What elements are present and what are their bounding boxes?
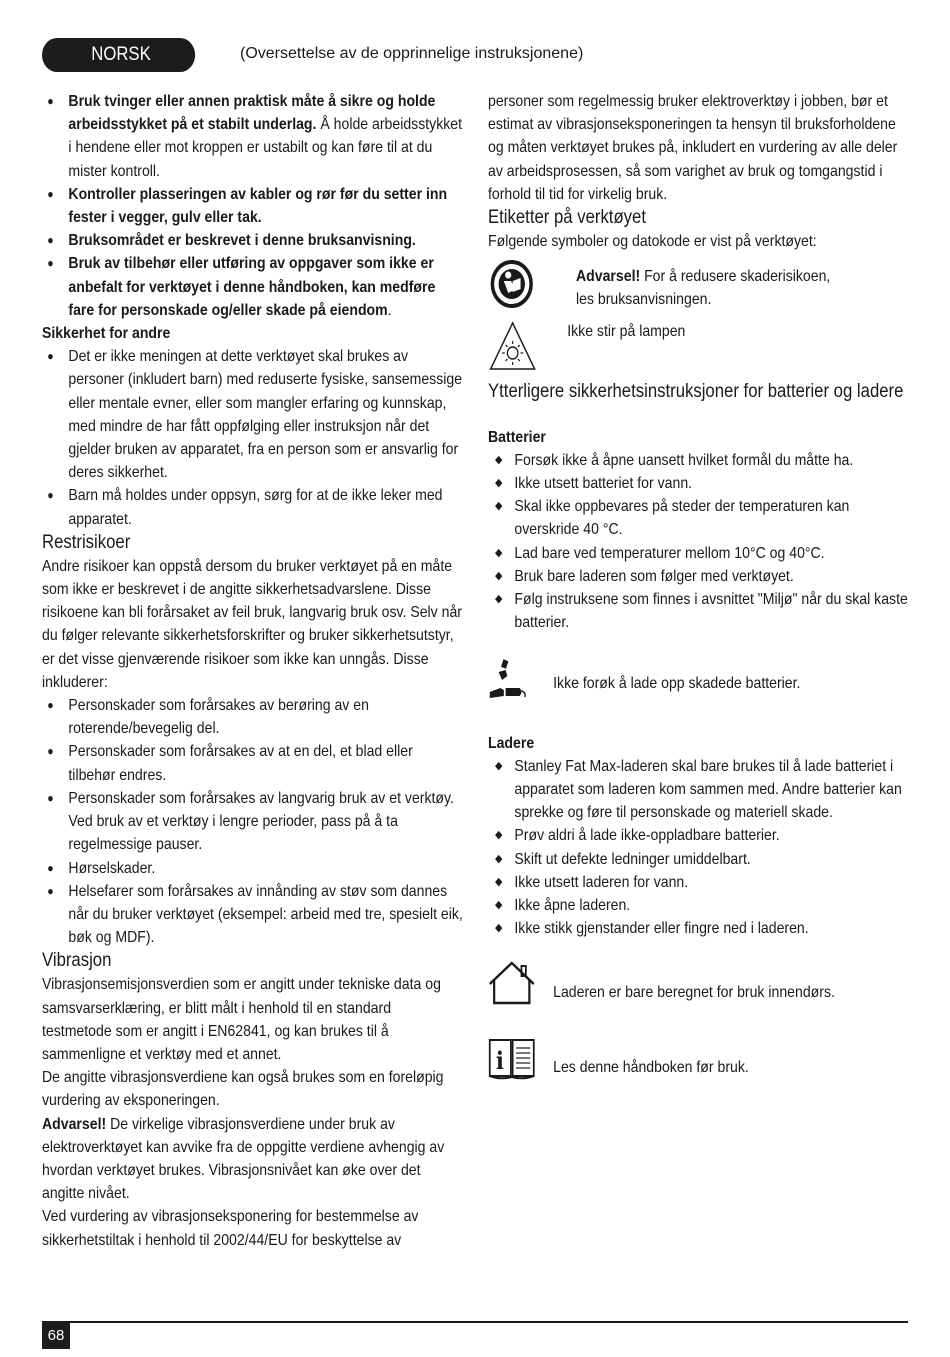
list-item: ◆ Bruk bare laderen som følger med verktøyet. [488, 565, 910, 588]
list-item: ◆ Lad bare ved temperaturer mellom 10°C og 40°C. [488, 542, 910, 565]
damaged-battery-text: Ikke forøk å lade opp skadede batterier. [553, 675, 801, 693]
safety-bullet-list [42, 90, 464, 322]
page-number: 68 [42, 1323, 70, 1349]
read-manual-warning-row [488, 259, 910, 316]
chargers-heading: Ladere [488, 734, 535, 752]
read-manual-warning-text: Advarsel! For å redusere skaderisikoen, les bruksanvisningen. [576, 267, 831, 308]
left-column [42, 90, 464, 1252]
list-item: ◆ Skal ikke oppbevares på steder der temperaturen kan overskride 40 °C. [488, 495, 910, 541]
svg-text:i: i [495, 1047, 504, 1076]
damaged-battery-icon [488, 658, 553, 709]
list-item: ● Personskader som forårsakes av at en del, et blad eller tilbehør endres. [42, 740, 464, 786]
vibration-paragraph: Ved vurdering av vibrasjonseksponering for bestemmelse av sikkerhetstiltak i henhold til 2002/44/EU for beskyttelse av [42, 1208, 419, 1249]
footer-divider [42, 1321, 908, 1323]
residual-risks-heading: Restrisikoer [42, 531, 131, 553]
list-item: ● Kontroller plasseringen av kabler og rør før du setter inn fester i vegger, gulv eller tak. [42, 183, 464, 229]
list-item: ◆ Ikke åpne laderen. [488, 894, 910, 917]
vibration-paragraph: De angitte vibrasjonsverdiene kan også brukes som en foreløpig vurdering av eksponeringen. [42, 1069, 444, 1110]
list-item: ◆ Stanley Fat Max-laderen skal bare brukes til å lade batteriet i apparatet som laderen kom sammen med. Andre batterier kan sprekke og føre til personskade og materiell skade. [488, 755, 910, 825]
vibration-paragraph: Vibrasjonsemisjonsverdien som er angitt under tekniske data og samsvarserklæring, er blitt målt i henhold til en standard testmetode som er angitt i EN62841, og kan brukes til å sammenligne et verktøy med et annet. [42, 976, 441, 1063]
right-column [488, 90, 910, 1087]
read-handbook-text: Les denne håndboken før bruk. [553, 1058, 749, 1076]
lamp-warning-text: Ikke stir på lampen [567, 323, 686, 341]
read-manual-warning-icon [488, 259, 576, 316]
list-item: ● Bruk av tilbehør eller utføring av oppgaver som ikke er anbefalt for verktøyet i denne håndboken, kan medføre fare for personskade og/eller skade på eiendom. [42, 252, 464, 322]
others-safety-list [42, 345, 464, 531]
list-item: ● Personskader som forårsakes av langvarig bruk av et verktøy. Ved bruk av et verktøy i lengre perioder, pass på å ta regelmessige pauser. [42, 787, 464, 857]
batteries-list [488, 449, 910, 635]
residual-risks-intro: Andre risikoer kan oppstå dersom du bruker verktøyet på en måte som ikke er beskrevet i de angitte sikkerhetsadvarslene. Disse risikoene kan bli forårsaket av feil bruk, langvarig bruk osv. Selv når du følger relevante sikkerhetsforskrifter og bruker sikkerhetsutstyr, er det visse gjenværende risikoer som ikke kan unngås. Disse inkluderer: [42, 557, 462, 691]
vibration-continued: personer som regelmessig bruker elektroverktøy i jobben, bør et estimat av vibrasjonseksponeringen ta hensyn til bruksforholdene og måten verktøyet brukes på, inkludert en vurdering av alle deler av arbeidsprosessen, så som varighet av bruk og tomgangstid i forhold til tid for virkelig bruk. [488, 93, 898, 203]
batteries-heading: Batterier [488, 428, 546, 446]
indoor-use-row [488, 960, 910, 1013]
list-item: ◆ Følg instruksene som finnes i avsnittet "Miljø" når du skal kaste batterier. [488, 588, 910, 634]
house-icon [488, 960, 553, 1013]
list-item: ◆ Ikke utsett batteriet for vann. [488, 472, 910, 495]
residual-risks-list [42, 694, 464, 949]
list-item: ● Det er ikke meningen at dette verktøyet skal brukes av personer (inkludert barn) med reduserte fysiske, sansemessige eller mentale evner, eller som mangler erfaring og kunnskap, med mindre de har fått oppfølging eller instruksjon når det gjelder bruken av apparatet, fra en person som er ansvarlig for deres sikkerhet. [42, 345, 464, 484]
translation-note: (Oversettelse av de opprinnelige instruksjonene) [240, 45, 584, 62]
language-badge: NORSK [42, 38, 195, 72]
manual-book-icon [488, 1036, 553, 1087]
list-item: ◆ Prøv aldri å lade ikke-oppladbare batterier. [488, 824, 910, 847]
list-item: ◆ Forsøk ikke å åpne uansett hvilket formål du måtte ha. [488, 449, 910, 472]
list-item: ◆ Ikke stikk gjenstander eller fingre ned i laderen. [488, 917, 910, 940]
list-item: ● Helsefarer som forårsakes av innånding av støv som dannes når du bruker verktøyet (eksempel: arbeid med tre, spesielt eik, bøk og MDF). [42, 880, 464, 950]
list-item: ● Barn må holdes under oppsyn, sørg for at de ikke leker med apparatet. [42, 484, 464, 530]
damaged-battery-row [488, 658, 910, 709]
lamp-warning-icon [488, 320, 567, 379]
lamp-warning-row [488, 320, 910, 379]
list-item: ● Personskader som forårsakes av berøring av en roterende/bevegelig del. [42, 694, 464, 740]
list-item: ● Hørselskader. [42, 857, 464, 880]
vibration-warning: Advarsel! De virkelige vibrasjonsverdiene under bruk av elektroverktøyet kan avvike fra de oppgitte verdiene avhengig av hvordan verktøyet brukes. Vibrasjonsnivået kan øke over det angitte nivået. [42, 1115, 445, 1203]
tool-labels-heading: Etiketter på verktøyet [488, 207, 646, 229]
list-item: ◆ Ikke utsett laderen for vann. [488, 871, 910, 894]
list-item: ● Bruk tvinger eller annen praktisk måte å sikre og holde arbeidsstykket på et stabilt underlag. Å holde arbeidsstykket i hendene eller mot kroppen er ustabilt og kan føre til at du mister kontroll. [42, 90, 464, 183]
others-safety-heading: Sikkerhet for andre [42, 325, 171, 343]
chargers-list [488, 755, 910, 941]
list-item: ◆ Skift ut defekte ledninger umiddelbart. [488, 848, 910, 871]
list-item: ● Bruksområdet er beskrevet i denne bruksanvisning. [42, 229, 464, 252]
vibration-heading: Vibrasjon [42, 950, 112, 972]
read-handbook-row [488, 1036, 910, 1087]
tool-labels-intro: Følgende symboler og datokode er vist på verktøyet: [488, 233, 817, 251]
indoor-use-text: Laderen er bare beregnet for bruk innendørs. [553, 984, 835, 1002]
extra-safety-heading: Ytterligere sikkerhetsinstruksjoner for batterier og ladere [488, 380, 904, 402]
